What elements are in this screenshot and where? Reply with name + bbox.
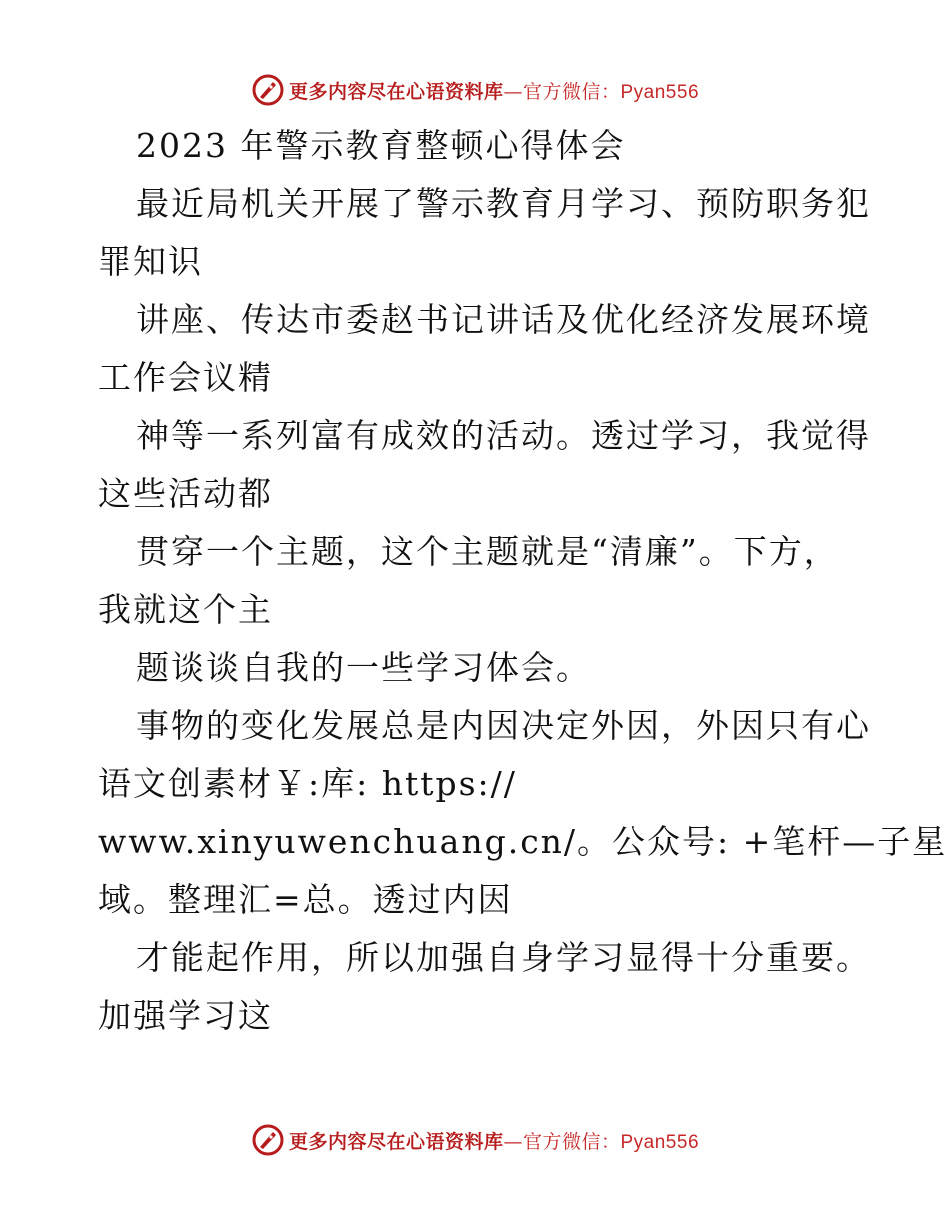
footer-separator: — [503, 1130, 523, 1153]
header-banner-text [289, 77, 699, 104]
footer-slogan: 更多内容尽在心语资料库 [288, 1130, 504, 1153]
paragraph-line: 加强学习这 [98, 996, 273, 1035]
paragraph-line: www.xinyuwenchuang.cn/。公众号: +笔杆—子星 [98, 822, 948, 861]
paragraph-line: 语文创素材￥:库: https:// [98, 764, 517, 803]
paragraph-line: 神等一系列富有成效的活动。透过学习，我觉得 [136, 416, 871, 455]
paragraph-line: 事物的变化发展总是内因决定外因，外因只有心 [136, 706, 871, 745]
paragraph-line: 最近局机关开展了警示教育月学习、预防职务犯 [136, 184, 871, 223]
document-title: 2023 年警示教育整顿心得体会 [136, 126, 626, 165]
header-wechat-label: 官方微信： [522, 80, 621, 103]
footer-wechat-account: Pyan556 [620, 1131, 700, 1153]
paragraph-line: 讲座、传达市委赵书记讲话及优化经济发展环境 [136, 300, 871, 339]
paragraph-line: 罪知识 [98, 242, 203, 281]
paragraph-line: 贯穿一个主题，这个主题就是“清廉”。下方， [136, 532, 839, 571]
pen-nib-circle-icon [251, 73, 285, 107]
header-banner [0, 70, 950, 110]
paragraph-line: 域。整理汇=总。透过内因 [98, 880, 513, 919]
pen-nib-circle-icon [251, 1123, 285, 1157]
paragraph-line: 才能起作用，所以加强自身学习显得十分重要。 [136, 938, 871, 977]
footer-banner [0, 1120, 950, 1160]
paragraph-line: 我就这个主 [98, 590, 273, 629]
paragraph-line: 工作会议精 [98, 358, 273, 397]
header-wechat-account: Pyan556 [620, 81, 700, 103]
header-separator: — [503, 80, 523, 103]
header-slogan: 更多内容尽在心语资料库 [288, 80, 504, 103]
paragraph-line: 题谈谈自我的一些学习体会。 [136, 648, 591, 687]
paragraph-line: 这些活动都 [98, 474, 273, 513]
footer-banner-text [289, 1127, 699, 1154]
footer-wechat-label: 官方微信： [522, 1130, 621, 1153]
